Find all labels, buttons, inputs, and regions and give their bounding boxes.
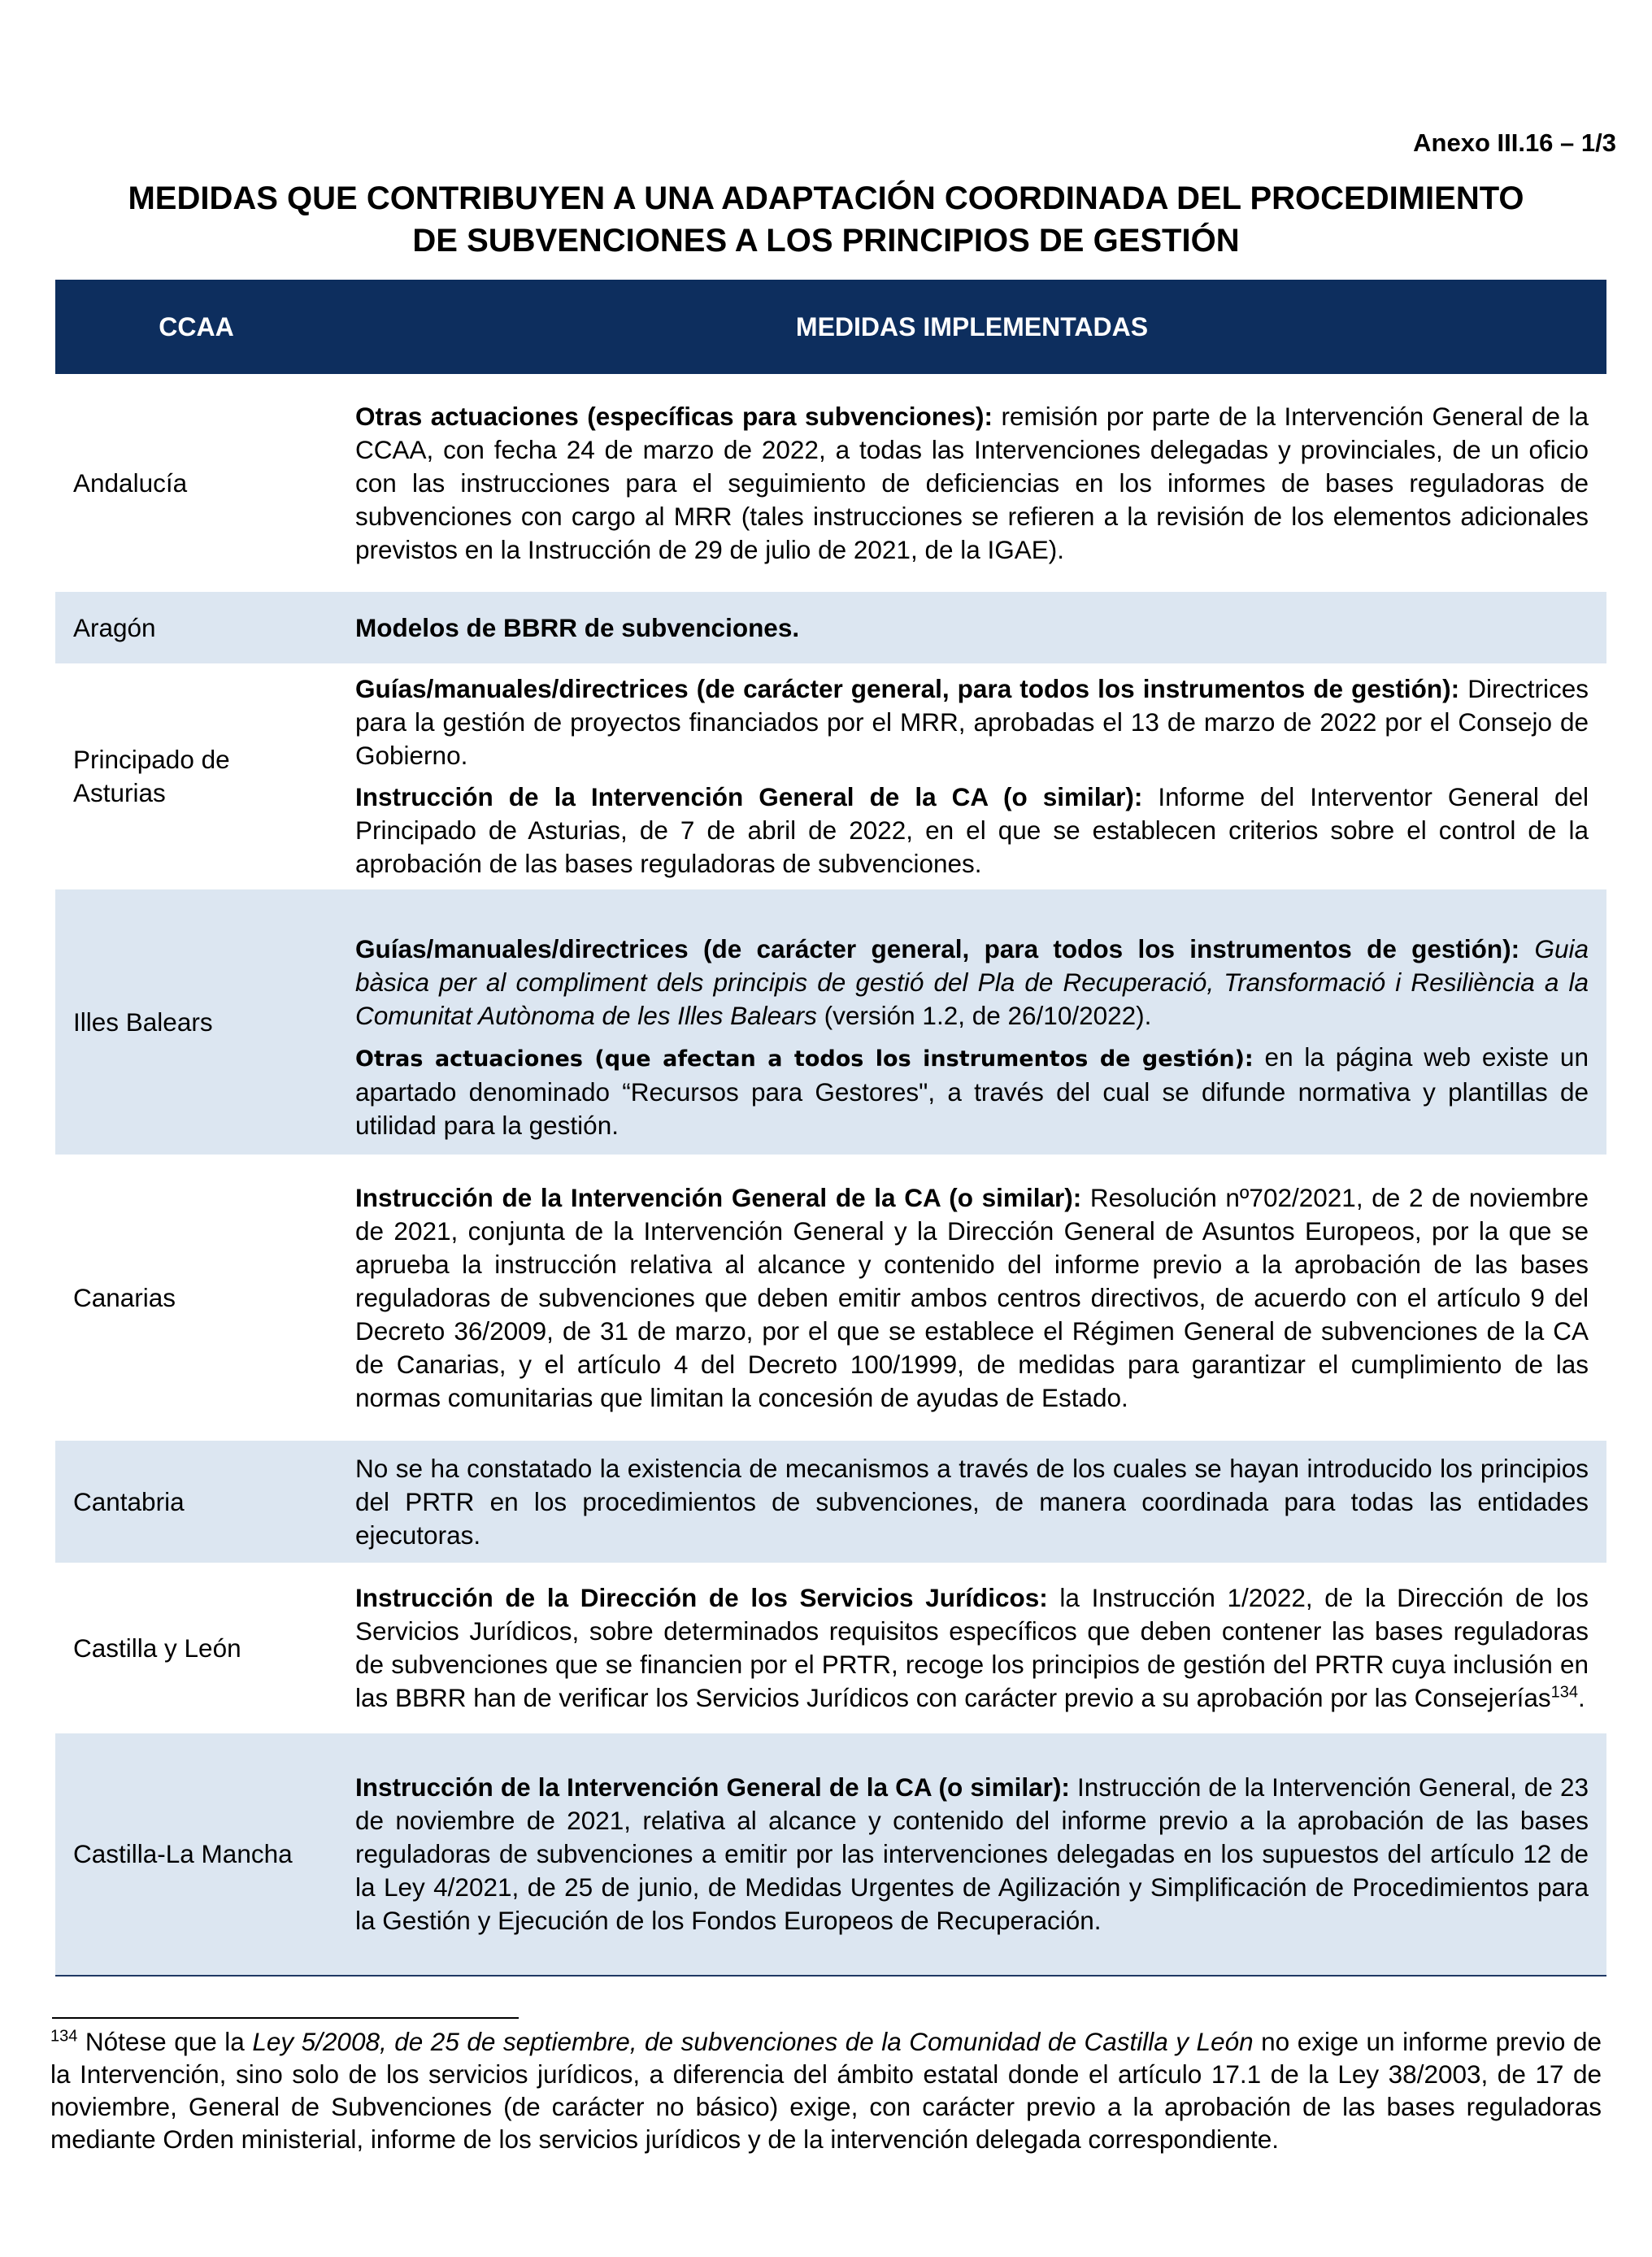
measure-text: remisión por parte de la Intervención General de la CCAA, con fecha 24 de marzo de 2022, a todas las Intervenciones delegadas y provinciales, de un oficio con las instrucciones para el seguimiento de deficiencias en los informes de bases reguladoras de subvenciones con cargo al MRR (tales instrucciones se refieren a la revisión de los elementos adicionales previstos en la Instrucción de 29 de julio de 2021, de la IGAE). <box>355 401 1589 564</box>
measure-lead: Otras actuaciones (que afectan a todos los instrumentos de gestión): <box>355 1046 1254 1072</box>
table-row-asturias <box>55 663 1606 889</box>
measure-text: Resolución nº702/2021, de 2 de noviembre de 2021, conjunta de la Intervención General y la Dirección General de Asuntos Europeos, por la que se aprueba la instrucción relativa al alcance y contenido del informe previo a la aprobación de las bases reguladoras de subvenciones que deben emitir ambos centros directivos, de acuerdo con el artículo 9 del Decreto 36/2009, de 31 de marzo, por el que se establece el Régimen General de subvenciones de la CA de Canarias, y el artículo 4 del Decreto 100/1999, de medidas para garantizar el cumplimiento de las normas comunitarias que limitan la concesión de ayudas de Estado. <box>355 1182 1589 1412</box>
measure-text: en la página web existe un apartado denominado “Recursos para Gestores", a través del cual se difunde normativa y plantillas de utilidad para la gestión. <box>355 1042 1589 1140</box>
measure-cell <box>337 1733 1606 1976</box>
measure-cell <box>337 592 1606 663</box>
region-cell: Andalucía <box>73 467 188 498</box>
measure-cell <box>337 889 1606 1155</box>
column-header-medidas: MEDIDAS IMPLEMENTADAS <box>337 280 1606 374</box>
footnote-reference[interactable]: 134 <box>1550 1683 1579 1702</box>
measure-lead: Instrucción de la Intervención General de la CA (o similar): <box>355 1182 1082 1212</box>
measure-paragraph <box>355 400 1589 567</box>
title-line-2: DE SUBVENCIONES A LOS PRINCIPIOS DE GESTIÓN <box>412 223 1240 259</box>
measure-text: Informe del Interventor General del Principado de Asturias, de 7 de abril de 2022, en el que se establecen criterios sobre el control de la aprobación de las bases reguladoras de subvenciones. <box>355 782 1589 878</box>
measure-lead: Instrucción de la Intervención General de la CA (o similar): <box>355 782 1143 811</box>
measure-paragraph <box>355 933 1589 1033</box>
table-row-andalucia <box>55 374 1606 592</box>
measure-cell <box>337 1563 1606 1733</box>
measure-text: (versión 1.2, de 26/10/2022). <box>816 1001 1152 1030</box>
measures-table <box>55 280 1606 1977</box>
region-cell: Cantabria <box>55 1441 337 1563</box>
footnote-separator <box>52 2017 519 2019</box>
footnote-text: Nótese que la <box>77 2027 253 2056</box>
region-cell: Castilla y León <box>73 1633 241 1663</box>
title-line-1: MEDIDAS QUE CONTRIBUYEN A UNA ADAPTACIÓN COORDINADA DEL PROCEDIMIENTO <box>128 180 1524 216</box>
region-line-1: Principado de <box>73 745 230 774</box>
measure-text: Directrices para la gestión de proyectos financiados por el MRR, aprobadas el 13 de marzo de 2022 por el Consejo de Gobierno. <box>355 674 1589 770</box>
table-row-canarias <box>55 1155 1606 1441</box>
measure-cell <box>337 1155 1606 1441</box>
measure-paragraph <box>355 1581 1589 1715</box>
measure-paragraph <box>355 781 1589 881</box>
measure-cell <box>337 1441 1606 1563</box>
table-header-row <box>55 280 1606 374</box>
table-row-illes-balears <box>55 889 1606 1155</box>
measure-lead: Instrucción de la Intervención General de la CA (o similar): <box>355 1772 1070 1802</box>
measure-text: No se ha constatado la existencia de mecanismos a través de los cuales se hayan introducido los principios del PRTR en los procedimientos de subvenciones, de manera coordinada para todas las entidades ejecutoras. <box>355 1453 1589 1550</box>
measure-text: Instrucción de la Intervención General, de 23 de noviembre de 2021, relativa al alcance y contenido del informe previo a la aprobación de las bases reguladoras de subvenciones a emitir por las intervenciones delegadas en los supuestos del artículo 12 de la Ley 4/2021, de 25 de junio, de Medidas Urgentes de Agilización y Simplificación de Procedimientos para la Gestión y Ejecución de los Fondos Europeos de Recuperación. <box>355 1772 1589 1935</box>
column-header-ccaa: CCAA <box>55 280 337 374</box>
table-row-castilla-leon <box>55 1563 1606 1733</box>
measure-text-end: . <box>1578 1683 1585 1712</box>
measure-lead: Guías/manuales/directrices (de carácter general, para todos los instrumentos de gestión): <box>355 674 1460 703</box>
measure-paragraph <box>355 1771 1589 1937</box>
measure-paragraph <box>355 672 1589 772</box>
measure-paragraph <box>355 1041 1589 1142</box>
region-cell: Castilla-La Mancha <box>55 1733 337 1976</box>
table-row-cantabria <box>55 1441 1606 1563</box>
region-cell: Aragón <box>55 592 337 663</box>
measure-lead: Modelos de BBRR de subvenciones. <box>355 612 800 642</box>
footnote-number: 134 <box>50 2027 78 2046</box>
measure-lead: Otras actuaciones (específicas para subvenciones): <box>355 401 993 431</box>
measure-lead: Guías/manuales/directrices (de carácter general, para todos los instrumentos de gestión): <box>355 934 1520 963</box>
footnote-italic-law: Ley 5/2008, de 25 de septiembre, de subvenciones de la Comunidad de Castilla y León <box>252 2027 1254 2056</box>
table-row-aragon <box>55 592 1606 663</box>
region-cell <box>55 663 337 889</box>
region-line-2: Asturias <box>73 778 166 807</box>
measure-paragraph <box>355 1181 1589 1415</box>
measure-paragraph <box>355 611 1589 645</box>
measure-italic-title: Guia bàsica per al compliment dels principis de gestió del Pla de Recuperació, Transformació i Resiliència a la Comunitat Autònoma de les Illes Balears <box>355 934 1589 1030</box>
page-title <box>49 177 1603 262</box>
measure-text: la Instrucción 1/2022, de la Dirección de los Servicios Jurídicos, sobre determinados requisitos específicos que deben contener las bases reguladoras de subvenciones que se financien por el PRTR, recoge los principios de gestión del PRTR cuya inclusión en las BBRR han de verificar los Servicios Jurídicos con carácter previo a su aprobación por las Consejerías <box>355 1583 1589 1712</box>
annex-label: Anexo III.16 – 1/3 <box>1413 128 1616 157</box>
measure-cell <box>337 374 1606 592</box>
footnote-text: no exige un informe previo de la Intervención, sino solo de los servicios jurídicos, a diferencia del ámbito estatal donde el artículo 17.1 de la Ley 38/2003, de 17 de noviembre, General de Subvenciones (de carácter no básico) exige, con carácter previo a la aprobación de las bases reguladoras mediante Orden ministerial, informe de los servicios jurídicos y de la intervención delegada correspondiente. <box>50 2027 1602 2154</box>
measure-cell <box>337 663 1606 889</box>
measure-lead: Instrucción de la Dirección de los Servicios Jurídicos: <box>355 1583 1048 1612</box>
table-row-castilla-la-mancha <box>55 1733 1606 1976</box>
footnote-134 <box>50 2025 1602 2155</box>
region-cell: Illes Balears <box>55 889 337 1155</box>
region-cell: Canarias <box>73 1282 176 1312</box>
measure-paragraph <box>355 1452 1589 1552</box>
